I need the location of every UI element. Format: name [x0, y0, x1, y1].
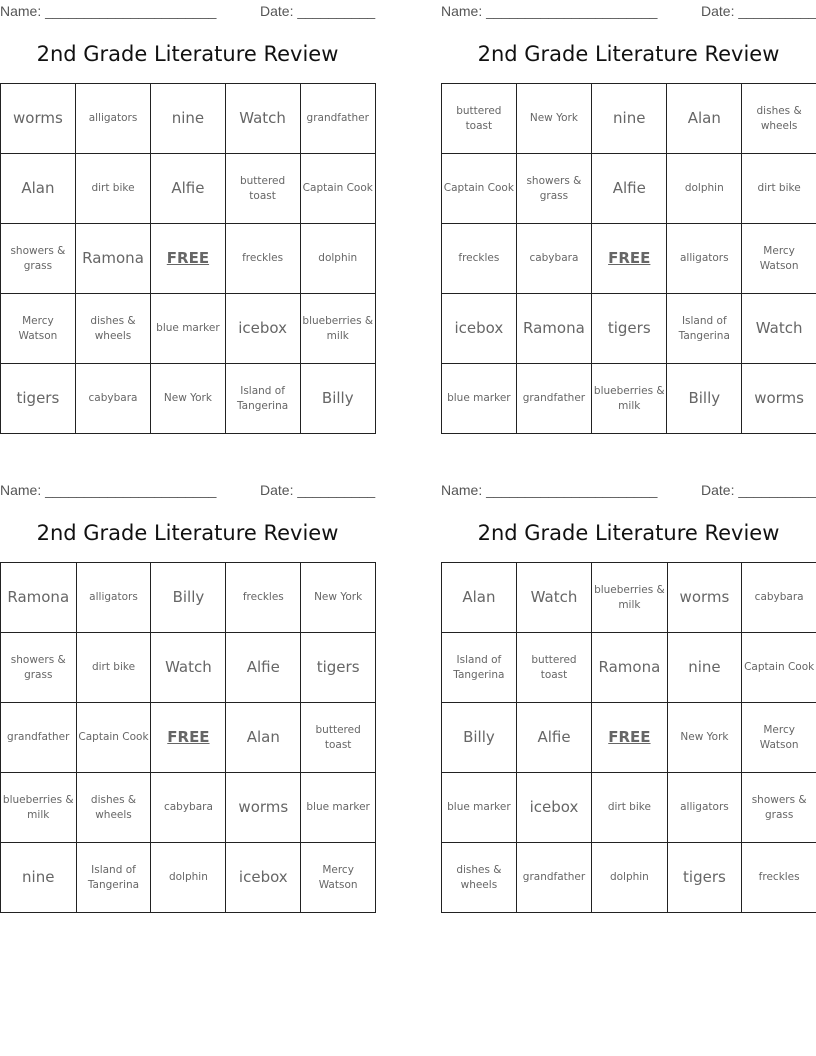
free-space: FREE: [151, 224, 225, 294]
card-header: [441, 479, 816, 501]
grid-row: [1, 224, 376, 294]
date-line: Date: __________: [701, 3, 816, 19]
bingo-cell: dirt bike: [76, 633, 151, 703]
bingo-cell: dishes & wheels: [742, 84, 816, 154]
bingo-cell: Alfie: [226, 633, 301, 703]
card-header: [441, 0, 816, 22]
bingo-cell: nine: [151, 84, 225, 154]
bingo-cell: blueberries & milk: [1, 773, 77, 843]
date-line: Date: __________: [260, 3, 376, 19]
bingo-cell: Ramona: [516, 294, 591, 364]
bingo-cell: worms: [742, 364, 816, 434]
bingo-card-4: [441, 479, 816, 891]
bingo-cell: Billy: [442, 703, 517, 773]
bingo-cell: blueberries & milk: [592, 364, 667, 434]
grid-row: [1, 773, 376, 843]
bingo-card-1: [0, 0, 376, 412]
bingo-cell: Alan: [226, 703, 301, 773]
bingo-cell: Island of Tangerina: [225, 364, 300, 434]
bingo-grid: [0, 83, 376, 434]
bingo-cell: dolphin: [300, 224, 375, 294]
bingo-cell: dolphin: [667, 154, 742, 224]
bingo-cell: tigers: [301, 633, 376, 703]
bingo-cell: dishes & wheels: [442, 843, 517, 913]
bingo-cell: Mercy Watson: [1, 294, 76, 364]
bingo-cell: cabybara: [151, 773, 226, 843]
bingo-cell: blue marker: [442, 364, 517, 434]
bingo-cell: worms: [1, 84, 76, 154]
bingo-cell: Island of Tangerina: [76, 843, 151, 913]
bingo-cell: Mercy Watson: [742, 703, 816, 773]
date-line: Date: __________: [701, 482, 816, 498]
bingo-cell: Mercy Watson: [742, 224, 816, 294]
bingo-cell: blueberries & milk: [300, 294, 375, 364]
bingo-cell: alligators: [75, 84, 150, 154]
bingo-grid: [441, 562, 816, 913]
bingo-cell: freckles: [742, 843, 816, 913]
grid-row: [1, 843, 376, 913]
grid-row: [1, 633, 376, 703]
grid-row: [442, 563, 816, 633]
bingo-cell: buttered toast: [516, 633, 591, 703]
free-space: FREE: [151, 703, 226, 773]
grid-row: [1, 563, 376, 633]
bingo-cell: showers & grass: [516, 154, 591, 224]
bingo-cell: nine: [592, 84, 667, 154]
bingo-cell: dirt bike: [75, 154, 150, 224]
bingo-cell: cabybara: [75, 364, 150, 434]
bingo-cell: worms: [667, 563, 742, 633]
bingo-cell: New York: [667, 703, 742, 773]
bingo-cell: Watch: [516, 563, 591, 633]
bingo-cell: icebox: [226, 843, 301, 913]
bingo-cell: Ramona: [75, 224, 150, 294]
bingo-grid: [441, 83, 816, 434]
bingo-cell: Captain Cook: [742, 633, 816, 703]
bingo-cell: freckles: [226, 563, 301, 633]
bingo-cell: Alan: [667, 84, 742, 154]
bingo-cell: dolphin: [592, 843, 667, 913]
bingo-cell: Alfie: [592, 154, 667, 224]
bingo-cell: showers & grass: [1, 633, 77, 703]
bingo-cell: showers & grass: [742, 773, 816, 843]
bingo-cell: blue marker: [151, 294, 225, 364]
card-header: [0, 479, 376, 501]
bingo-cell: New York: [151, 364, 225, 434]
bingo-cell: Watch: [742, 294, 816, 364]
card-title: 2nd Grade Literature Review: [477, 42, 780, 66]
grid-row: [442, 224, 816, 294]
bingo-cell: freckles: [225, 224, 300, 294]
bingo-cell: Island of Tangerina: [667, 294, 742, 364]
card-header: [0, 0, 376, 22]
bingo-cell: nine: [667, 633, 742, 703]
free-space: FREE: [592, 703, 667, 773]
bingo-cell: Ramona: [1, 563, 77, 633]
bingo-cell: tigers: [1, 364, 76, 434]
bingo-cell: Mercy Watson: [301, 843, 376, 913]
bingo-cell: grandfather: [1, 703, 77, 773]
bingo-card-3: [0, 479, 376, 891]
bingo-cell: cabybara: [516, 224, 591, 294]
bingo-cell: grandfather: [516, 843, 591, 913]
bingo-cell: buttered toast: [225, 154, 300, 224]
bingo-cell: icebox: [516, 773, 591, 843]
bingo-cell: Captain Cook: [76, 703, 151, 773]
grid-row: [1, 703, 376, 773]
bingo-cell: Ramona: [592, 633, 667, 703]
grid-row: [1, 84, 376, 154]
grid-row: [442, 84, 816, 154]
bingo-cell: New York: [516, 84, 591, 154]
bingo-cell: Watch: [225, 84, 300, 154]
name-line: Name: ______________________: [0, 3, 217, 19]
bingo-cell: Alan: [1, 154, 76, 224]
name-line: Name: ______________________: [441, 3, 658, 19]
bingo-cell: Alfie: [151, 154, 225, 224]
bingo-cell: buttered toast: [442, 84, 517, 154]
bingo-cell: alligators: [667, 224, 742, 294]
bingo-cell: Captain Cook: [442, 154, 517, 224]
bingo-cell: buttered toast: [301, 703, 376, 773]
bingo-grid: [0, 562, 376, 913]
bingo-cell: Alfie: [516, 703, 591, 773]
bingo-cell: Billy: [151, 563, 226, 633]
grid-row: [1, 364, 376, 434]
grid-row: [442, 633, 816, 703]
bingo-cell: icebox: [225, 294, 300, 364]
grid-row: [1, 294, 376, 364]
bingo-cell: showers & grass: [1, 224, 76, 294]
grid-row: [442, 773, 816, 843]
bingo-cell: tigers: [667, 843, 742, 913]
bingo-cell: Alan: [442, 563, 517, 633]
grid-row: [442, 294, 816, 364]
card-title: 2nd Grade Literature Review: [36, 521, 339, 545]
name-line: Name: ______________________: [0, 482, 217, 498]
bingo-cell: freckles: [442, 224, 517, 294]
bingo-cell: alligators: [76, 563, 151, 633]
bingo-cell: Billy: [300, 364, 375, 434]
bingo-cell: tigers: [592, 294, 667, 364]
grid-row: [442, 703, 816, 773]
bingo-cell: Watch: [151, 633, 226, 703]
bingo-cell: dirt bike: [742, 154, 816, 224]
date-line: Date: __________: [260, 482, 376, 498]
bingo-cell: nine: [1, 843, 77, 913]
bingo-card-2: [441, 0, 816, 412]
bingo-cell: Captain Cook: [300, 154, 375, 224]
bingo-cell: dishes & wheels: [76, 773, 151, 843]
grid-row: [442, 154, 816, 224]
bingo-cell: grandfather: [300, 84, 375, 154]
bingo-cell: dolphin: [151, 843, 226, 913]
bingo-cell: Billy: [667, 364, 742, 434]
grid-row: [442, 843, 816, 913]
bingo-cell: icebox: [442, 294, 517, 364]
grid-row: [1, 154, 376, 224]
bingo-cell: blue marker: [442, 773, 517, 843]
free-space: FREE: [592, 224, 667, 294]
bingo-cell: grandfather: [516, 364, 591, 434]
bingo-cell: Island of Tangerina: [442, 633, 517, 703]
card-title: 2nd Grade Literature Review: [477, 521, 780, 545]
bingo-cell: alligators: [667, 773, 742, 843]
bingo-cell: dirt bike: [592, 773, 667, 843]
bingo-cell: dishes & wheels: [75, 294, 150, 364]
name-line: Name: ______________________: [441, 482, 658, 498]
bingo-cell: cabybara: [742, 563, 816, 633]
bingo-cell: blueberries & milk: [592, 563, 667, 633]
bingo-cell: New York: [301, 563, 376, 633]
bingo-cell: worms: [226, 773, 301, 843]
card-title: 2nd Grade Literature Review: [36, 42, 339, 66]
bingo-cell: blue marker: [301, 773, 376, 843]
grid-row: [442, 364, 816, 434]
